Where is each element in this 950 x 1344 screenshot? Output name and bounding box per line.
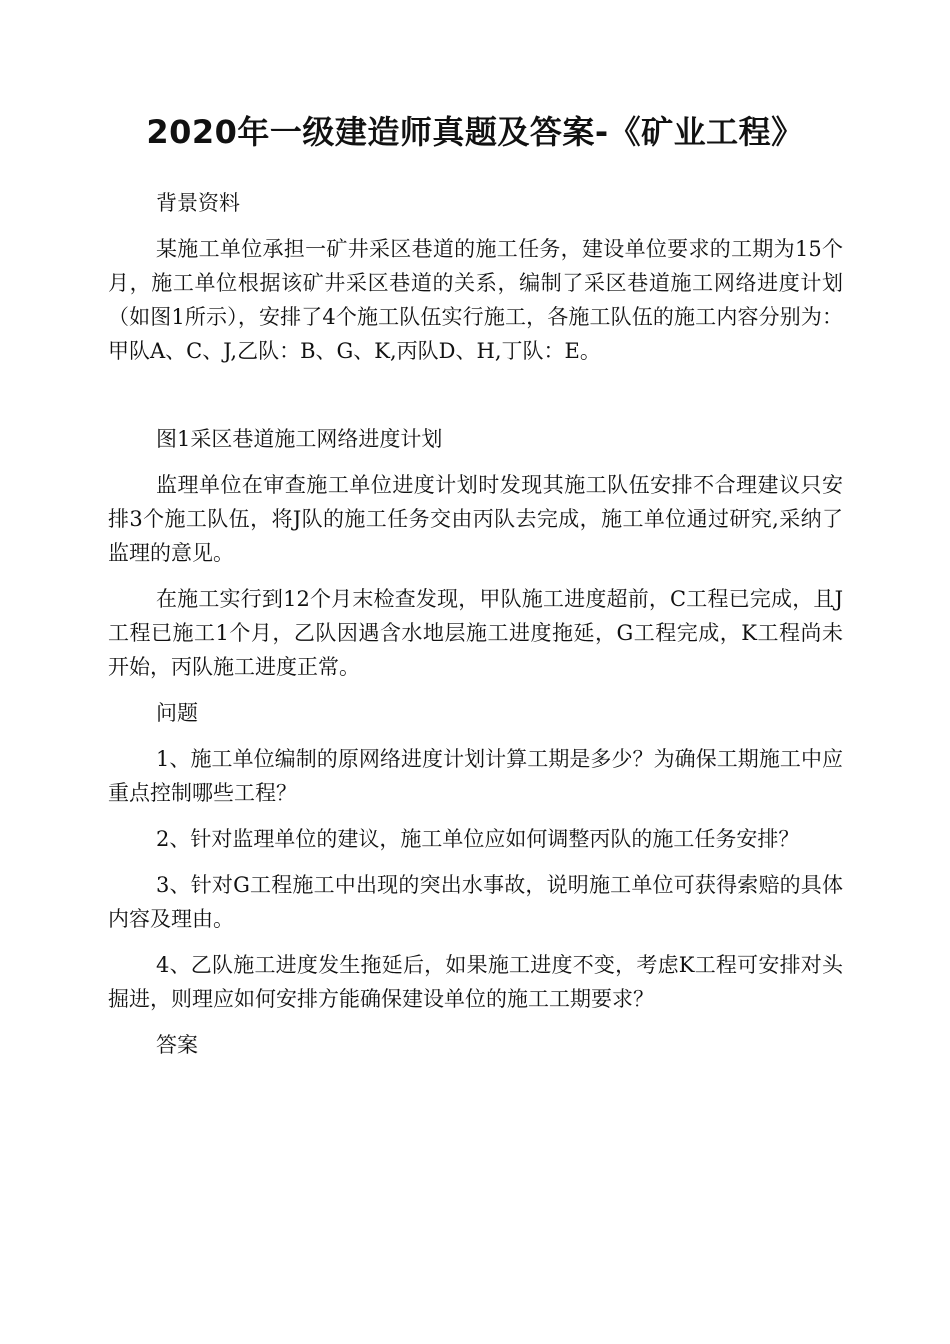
- supervision-paragraph: 监理单位在审查施工单位进度计划时发现其施工队伍安排不合理建议只安排3个施工队伍，将J队的施工任务交由丙队去完成，施工单位通过研究,采纳了监理的意见。: [108, 473, 843, 565]
- section-heading-background: 背景资料: [156, 191, 240, 215]
- figure-caption: 图1采区巷道施工网络进度计划: [156, 427, 443, 451]
- question-3: 3、针对G工程施工中出现的突出水事故，说明施工单位可获得索赔的具体内容及理由。: [108, 873, 843, 931]
- progress-check-paragraph: 在施工实行到12个月末检查发现，甲队施工进度超前，C工程已完成，且J工程已施工1个月，乙队因遇含水地层施工进度拖延，G工程完成，K工程尚未开始，丙队施工进度正常。: [108, 587, 843, 679]
- question-1: 1、施工单位编制的原网络进度计划计算工期是多少？为确保工期施工中应重点控制哪些工程？: [108, 747, 843, 805]
- background-paragraph: 某施工单位承担一矿井采区巷道的施工任务，建设单位要求的工期为15个月，施工单位根据该矿井采区巷道的关系，编制了采区巷道施工网络进度计划（如图1所示），安排了4个施工队伍实行施工，各施工队伍的施工内容分别为：甲队A、C、J,乙队：B、G、K,丙队D、H,丁队：E。: [108, 237, 843, 363]
- question-4: 4、乙队施工进度发生拖延后，如果施工进度不变，考虑K工程可安排对头掘进，则理应如何安排方能确保建设单位的施工工期要求？: [108, 953, 843, 1011]
- section-heading-answers: 答案: [156, 1033, 198, 1057]
- section-heading-questions: 问题: [156, 701, 198, 725]
- document-title: 2020年一级建造师真题及答案-《矿业工程》: [146, 113, 804, 151]
- question-2: 2、针对监理单位的建议，施工单位应如何调整丙队的施工任务安排？: [156, 827, 800, 851]
- document-body: [108, 186, 843, 1074]
